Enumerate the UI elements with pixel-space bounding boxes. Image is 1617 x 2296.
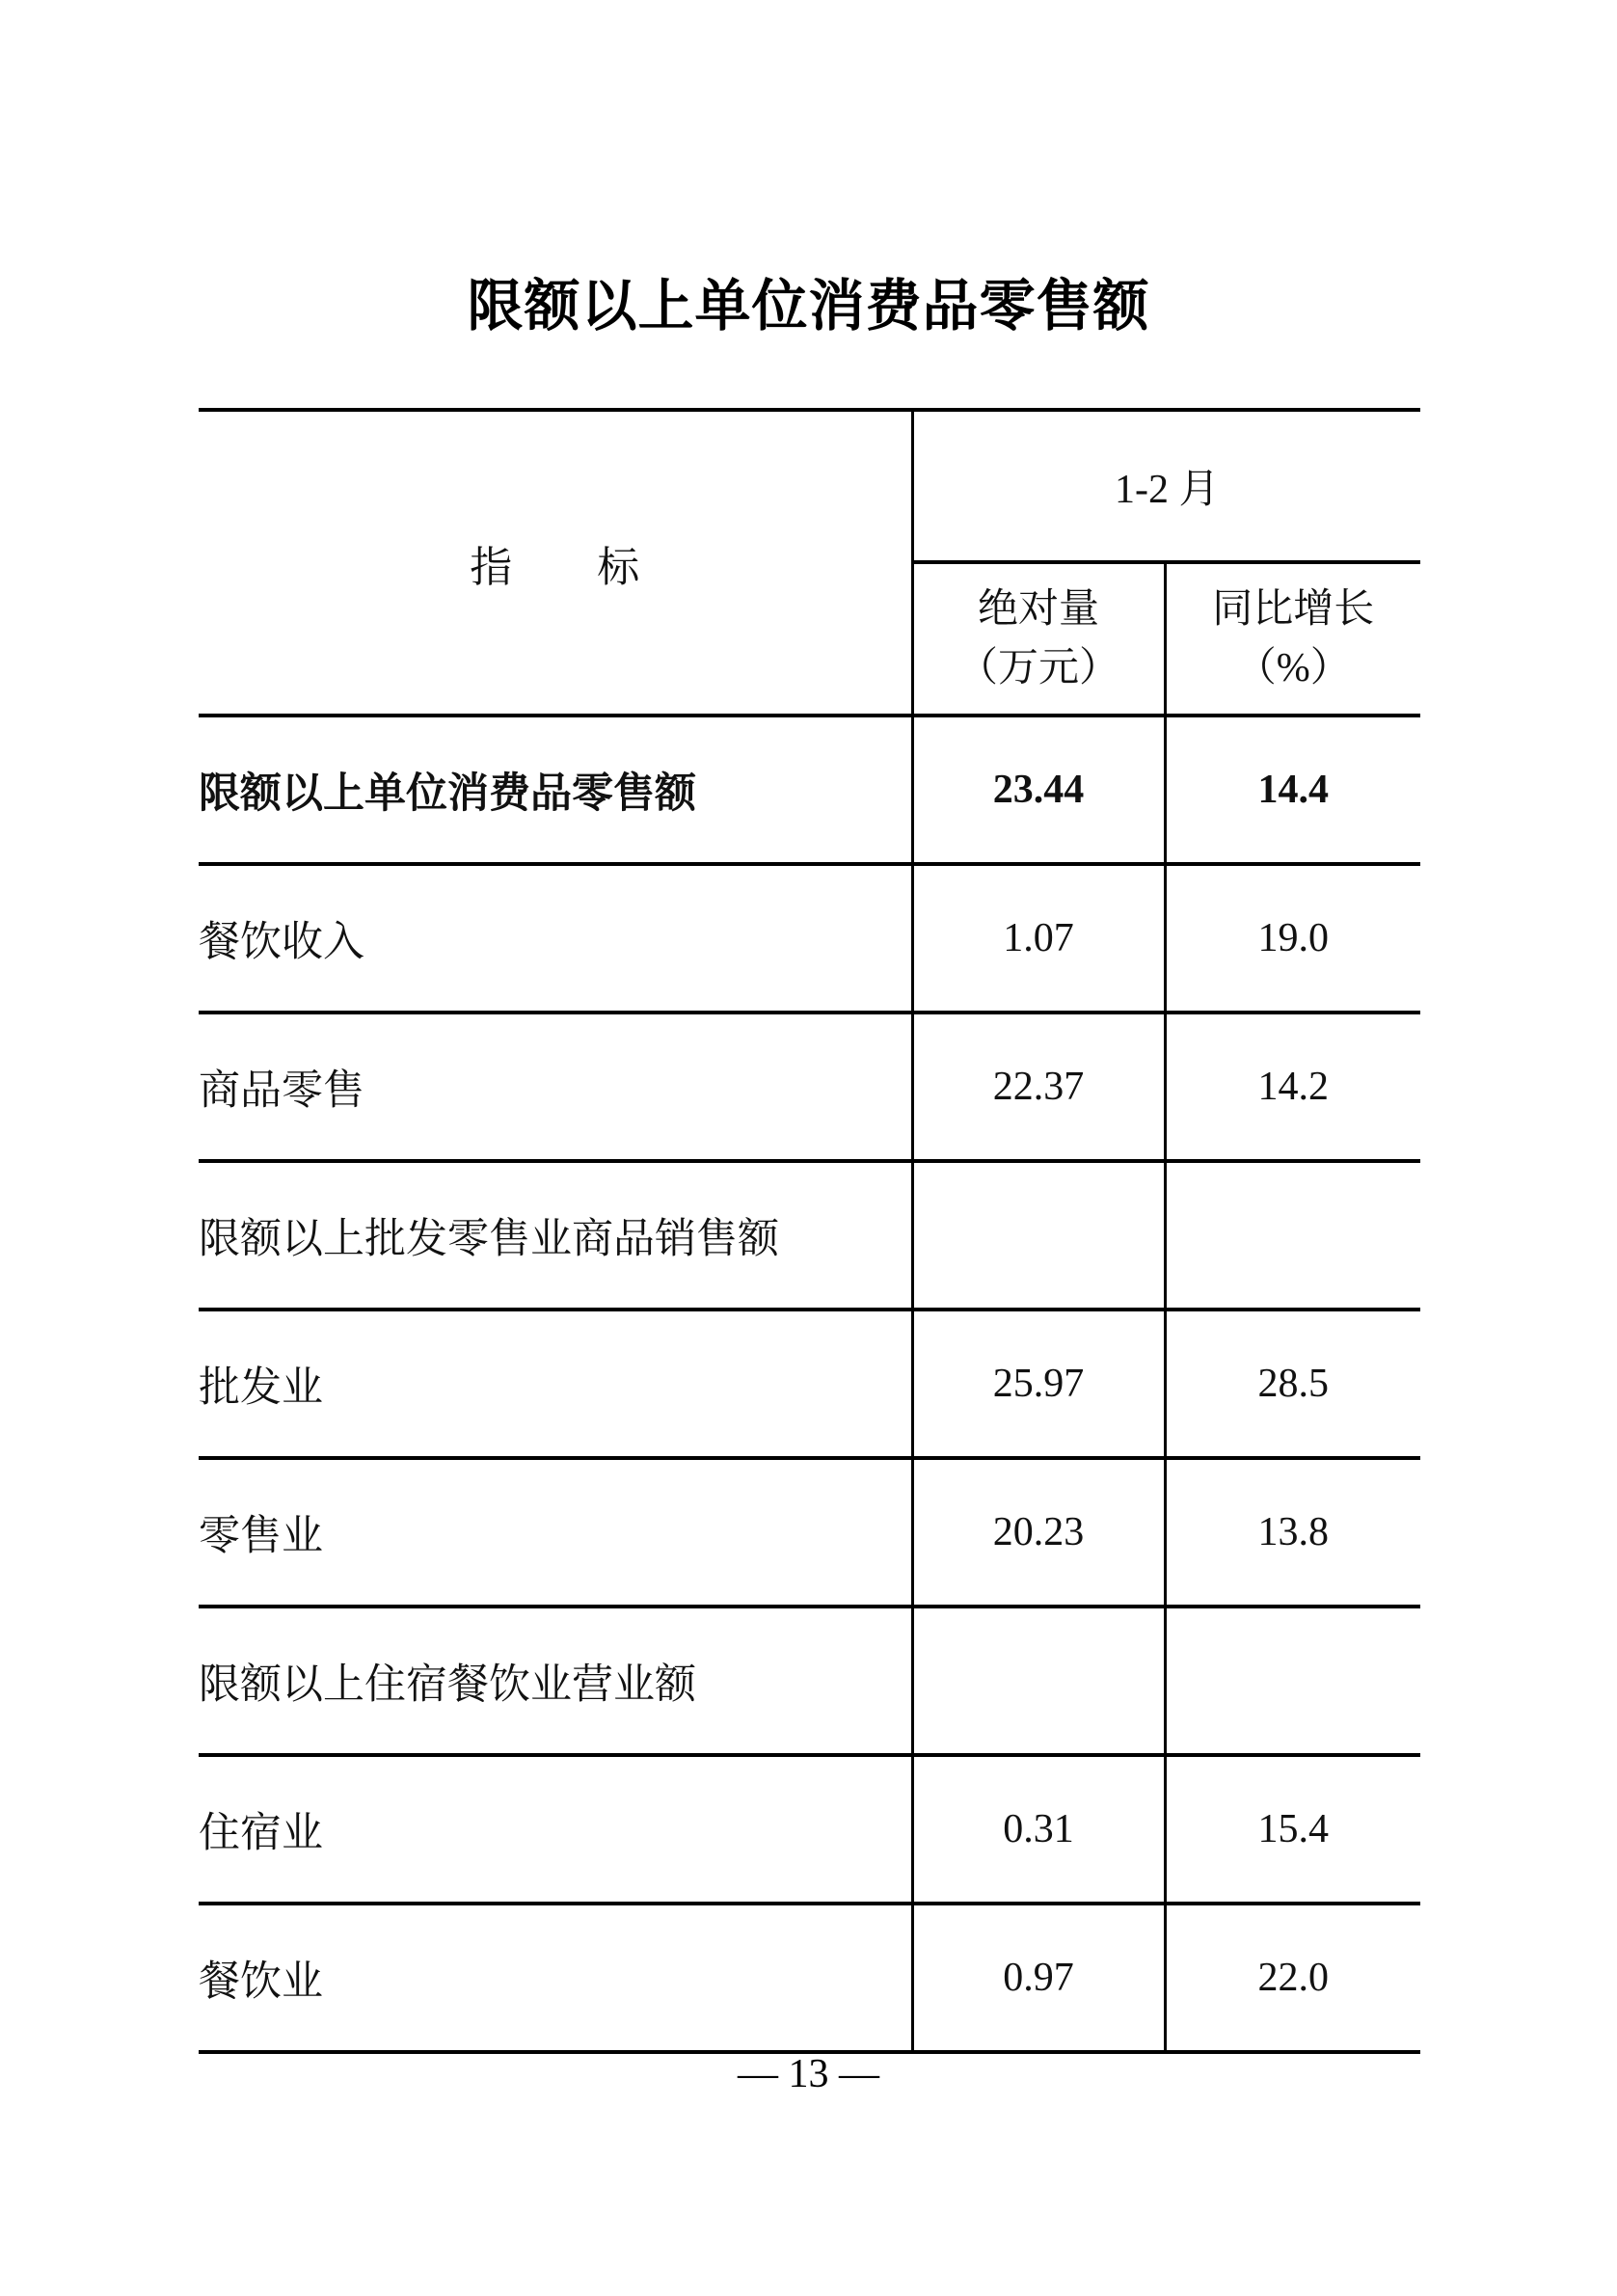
table-row (199, 1755, 1420, 1904)
row-absolute-value: 20.23 (912, 1458, 1165, 1607)
row-indicator-label: 餐饮业 (199, 1904, 912, 2052)
table-body (199, 716, 1420, 2052)
table-row (199, 1904, 1420, 2052)
row-yoy-growth (1165, 1607, 1420, 1755)
row-indicator-label: 限额以上单位消费品零售额 (199, 716, 912, 864)
table-row (199, 1458, 1420, 1607)
table-row (199, 1161, 1420, 1310)
header-yoy-growth-line2: （%） (1235, 645, 1351, 690)
row-absolute-value: 1.07 (912, 864, 1165, 1013)
row-yoy-growth: 22.0 (1165, 1904, 1420, 2052)
row-absolute-value (912, 1607, 1165, 1755)
table-row (199, 1013, 1420, 1161)
row-yoy-growth: 19.0 (1165, 864, 1420, 1013)
row-indicator-label: 商品零售 (199, 1013, 912, 1161)
table-header (199, 410, 1420, 716)
row-absolute-value: 25.97 (912, 1310, 1165, 1458)
row-indicator-label: 批发业 (199, 1310, 912, 1458)
header-indicator: 指 标 (199, 410, 912, 716)
table-row (199, 716, 1420, 864)
header-absolute-value-line2: （万元） (957, 645, 1119, 690)
row-yoy-growth: 15.4 (1165, 1755, 1420, 1904)
row-indicator-label: 限额以上住宿餐饮业营业额 (199, 1607, 912, 1755)
header-yoy-growth-line1: 同比增长 (1212, 586, 1375, 632)
row-absolute-value: 0.31 (912, 1755, 1165, 1904)
table-row (199, 1310, 1420, 1458)
row-indicator-label: 限额以上批发零售业商品销售额 (199, 1161, 912, 1310)
page-number: — 13 — (738, 2052, 879, 2096)
row-absolute-value: 23.44 (912, 716, 1165, 864)
header-yoy-growth (1165, 562, 1420, 716)
page-title: 限额以上单位消费品零售额 (467, 275, 1150, 338)
row-yoy-growth: 13.8 (1165, 1458, 1420, 1607)
header-absolute-value-line1: 绝对量 (977, 586, 1099, 632)
row-absolute-value: 0.97 (912, 1904, 1165, 2052)
row-yoy-growth: 28.5 (1165, 1310, 1420, 1458)
row-indicator-label: 住宿业 (199, 1755, 912, 1904)
header-row-period (199, 410, 1420, 562)
row-indicator-label: 零售业 (199, 1458, 912, 1607)
row-absolute-value: 22.37 (912, 1013, 1165, 1161)
row-indicator-label: 餐饮收入 (199, 864, 912, 1013)
row-absolute-value (912, 1161, 1165, 1310)
table-row (199, 864, 1420, 1013)
row-yoy-growth: 14.2 (1165, 1013, 1420, 1161)
header-period: 1-2 月 (912, 410, 1420, 562)
row-yoy-growth: 14.4 (1165, 716, 1420, 864)
table-row (199, 1607, 1420, 1755)
header-absolute-value (912, 562, 1165, 716)
row-yoy-growth (1165, 1161, 1420, 1310)
retail-sales-table (199, 408, 1420, 2054)
